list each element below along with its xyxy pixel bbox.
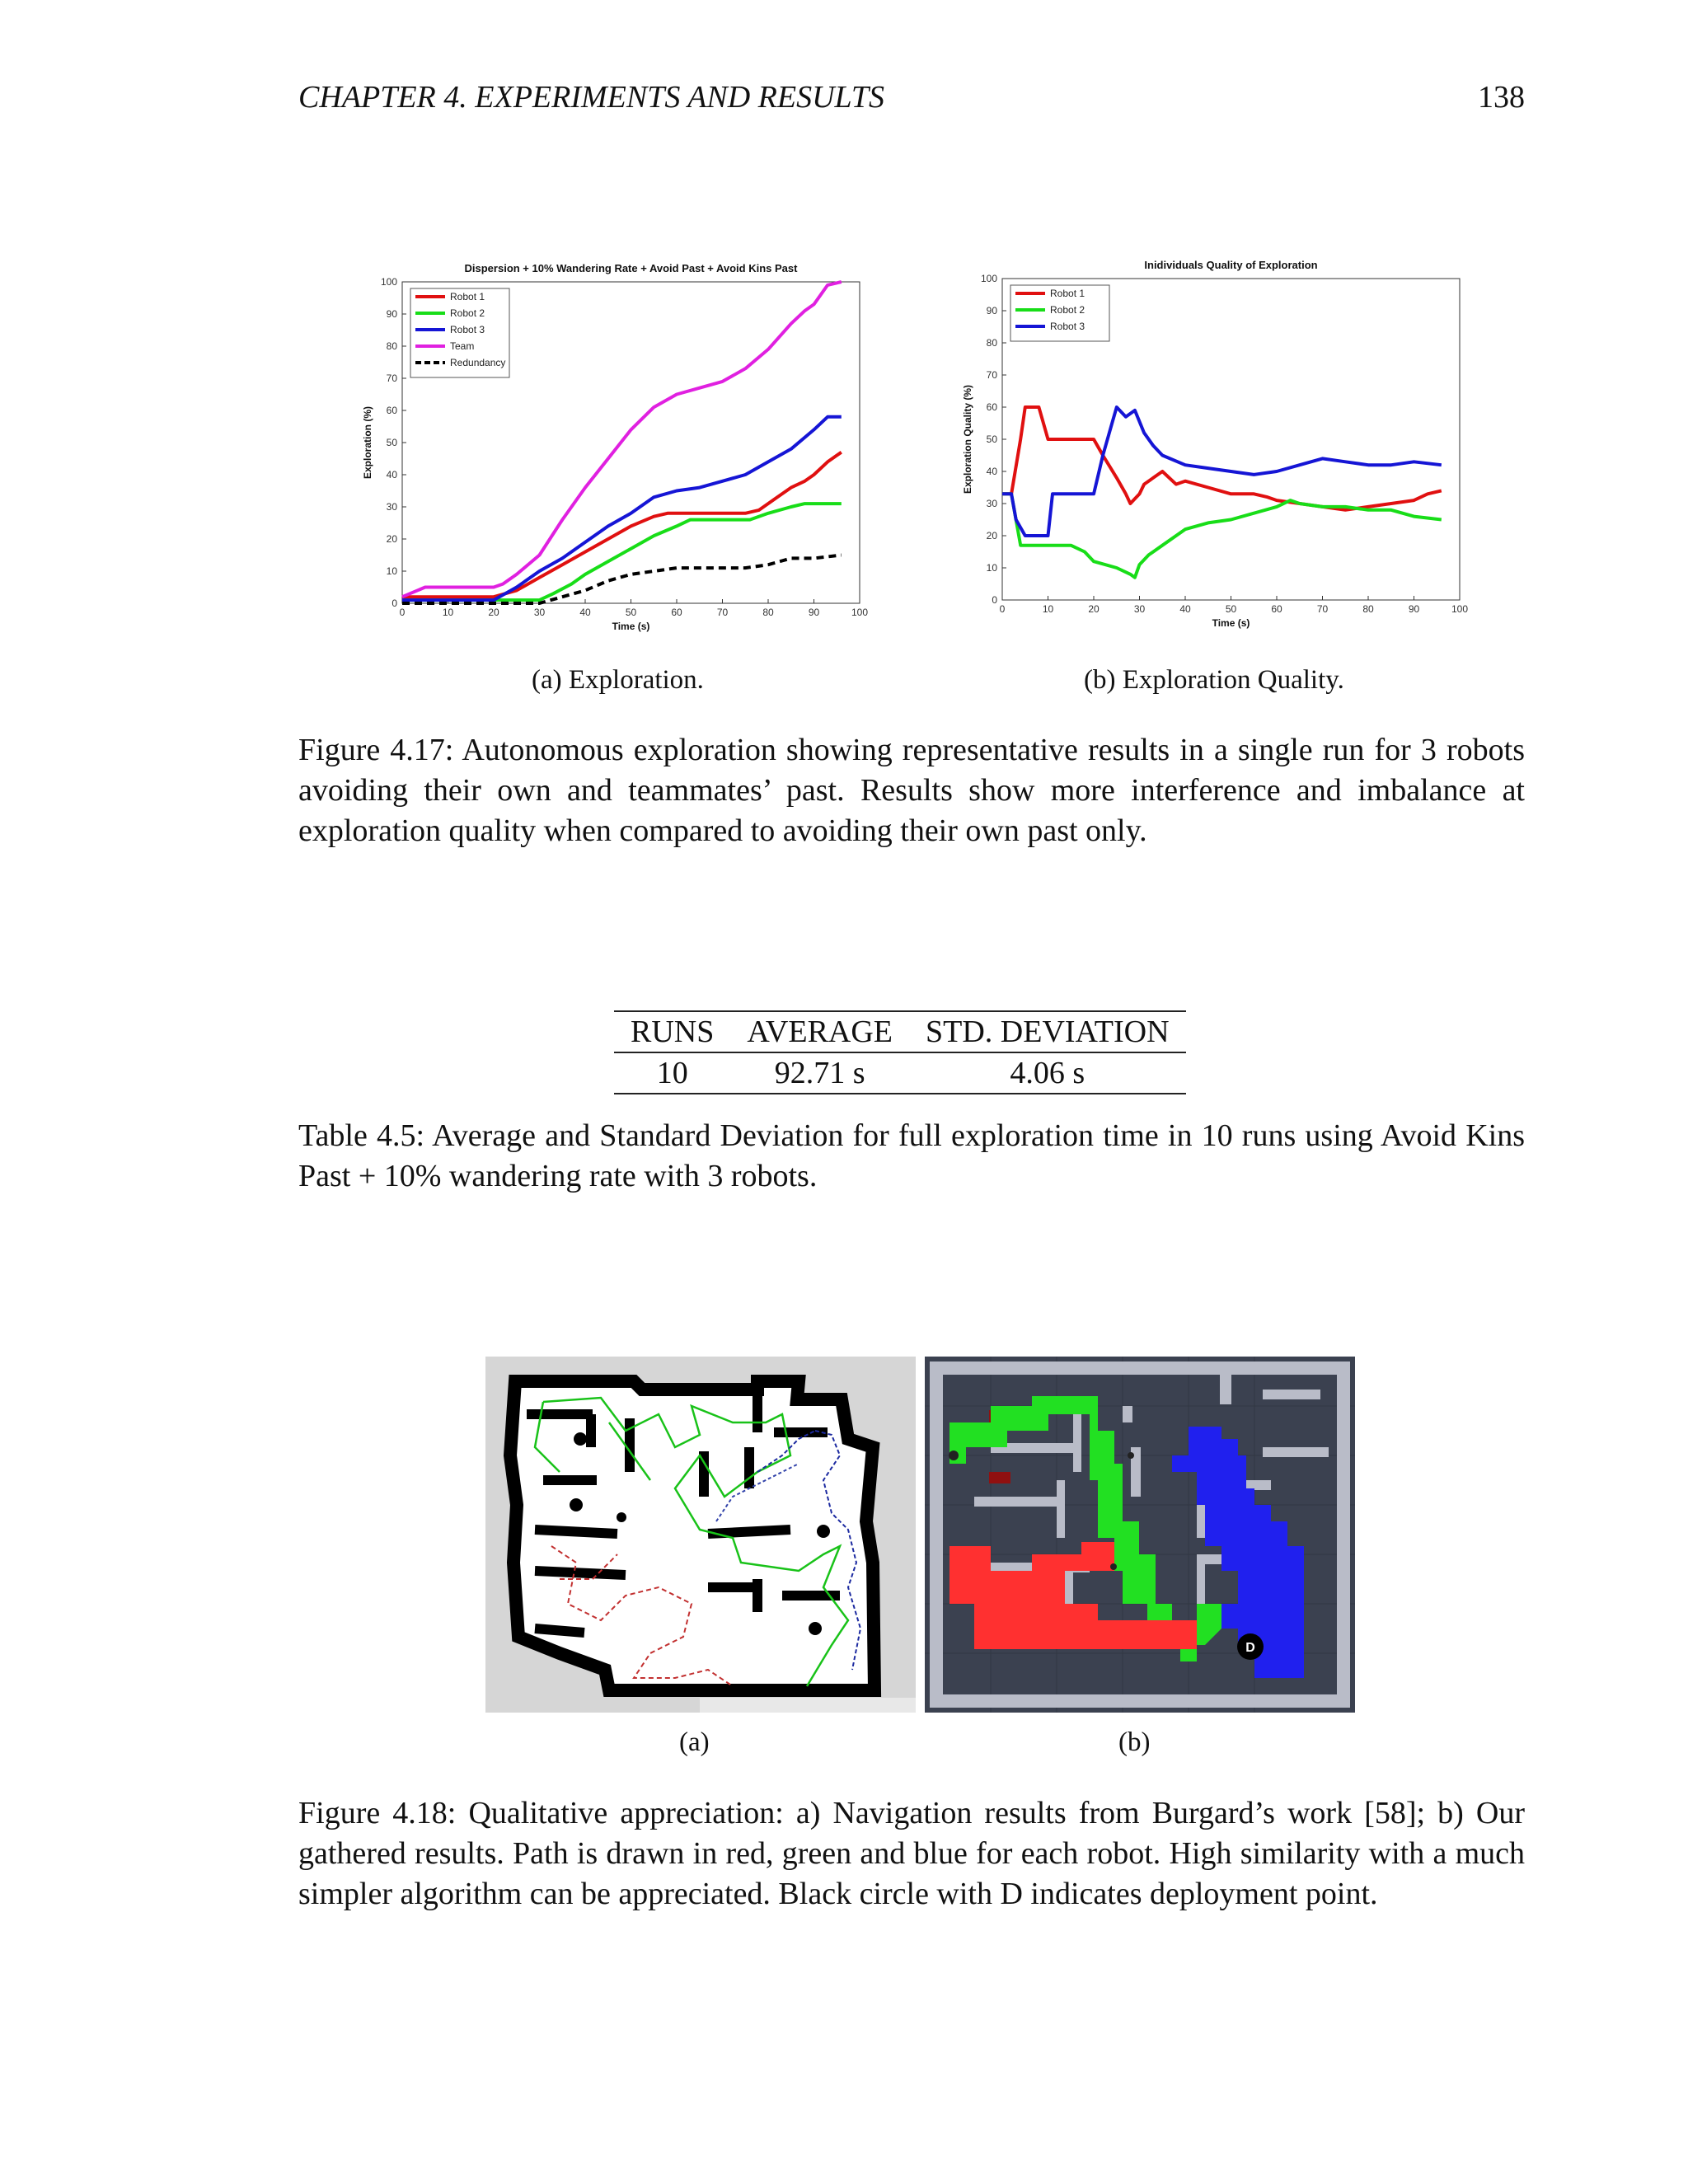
- y-axis-label: Exploration (%): [362, 405, 373, 480]
- x-tick-label: 100: [851, 607, 869, 618]
- legend-label: Robot 1: [1050, 288, 1085, 299]
- y-axis-label: Exploration Quality (%): [962, 384, 973, 494]
- chart-title: Inidividuals Quality of Exploration: [1144, 259, 1318, 271]
- cell-average: 92.71 s: [730, 1052, 909, 1094]
- cell-std-deviation: 4.06 s: [909, 1052, 1186, 1094]
- y-tick-label: 30: [386, 501, 397, 513]
- y-tick-label: 0: [392, 598, 397, 609]
- x-tick-label: 30: [533, 607, 546, 618]
- y-tick-label: 50: [386, 437, 397, 448]
- figure-4-18-caption: Figure 4.18: Qualitative appreciation: a) Navigation results from Burgard’s work [58]; b) Our gathered results. Path is drawn in red, green and blue for each robot. High similarity with a much simpler algorithm can be appreciated. Black circle with D indicates deployment point.: [298, 1796, 1525, 1911]
- col-average: AVERAGE: [730, 1011, 909, 1052]
- figure-4-17-caption: Figure 4.17: Autonomous exploration showing representative results in a single run for 3 robots avoiding their own and teammates’ past. Results show more interference and imbalance at exploration quality when compared to avoiding their own past only.: [298, 733, 1525, 848]
- x-axis-label: Time (s): [612, 621, 650, 632]
- y-tick-label: 90: [386, 308, 397, 320]
- y-tick-label: 60: [986, 401, 997, 413]
- x-tick-label: 0: [399, 607, 406, 618]
- table-4-5-caption: Table 4.5: Average and Standard Deviation for full exploration time in 10 runs using Avoid Kins Past + 10% wandering rate with 3 robots.: [298, 1118, 1525, 1193]
- y-tick-label: 80: [386, 340, 397, 352]
- subcaption-b-418: (b): [1118, 1727, 1151, 1757]
- x-tick-label: 70: [1316, 603, 1329, 615]
- x-tick-label: 30: [1133, 603, 1146, 615]
- legend-label: Robot 3: [450, 324, 485, 335]
- cell-runs: 10: [614, 1052, 730, 1094]
- burgard-map-image: [485, 1357, 916, 1713]
- x-tick-label: 90: [808, 607, 820, 618]
- legend-label: Redundancy: [450, 357, 506, 368]
- x-tick-label: 50: [1225, 603, 1237, 615]
- x-tick-label: 10: [442, 607, 454, 618]
- y-tick-label: 40: [986, 466, 997, 477]
- deployment-label: D: [1245, 1641, 1255, 1655]
- y-tick-label: 50: [986, 434, 997, 445]
- y-tick-label: 20: [386, 533, 397, 545]
- exploration-quality-chart: [954, 252, 1469, 640]
- y-tick-label: 70: [386, 373, 397, 384]
- y-tick-label: 0: [992, 594, 997, 606]
- legend-label: Robot 2: [1050, 304, 1085, 316]
- x-tick-label: 20: [488, 607, 499, 618]
- subcaption-b-417: (b) Exploration Quality.: [1084, 665, 1344, 695]
- table-row: [614, 1052, 1186, 1094]
- subcaption-a-417: (a) Exploration.: [532, 665, 704, 695]
- x-tick-label: 80: [762, 607, 774, 618]
- legend-label: Team: [450, 340, 475, 352]
- exploration-chart: [354, 255, 869, 643]
- x-tick-label: 80: [1362, 603, 1374, 615]
- y-tick-label: 60: [386, 405, 397, 416]
- y-tick-label: 40: [386, 469, 397, 480]
- y-tick-label: 10: [386, 565, 397, 577]
- chapter-title: CHAPTER 4. EXPERIMENTS AND RESULTS: [298, 80, 885, 115]
- table-header-row: [614, 1011, 1186, 1052]
- y-tick-label: 100: [380, 276, 397, 288]
- legend-label: Robot 1: [450, 291, 485, 302]
- y-tick-label: 80: [986, 337, 997, 349]
- simulation-paths-image: [925, 1357, 1355, 1713]
- y-tick-label: 70: [986, 369, 997, 381]
- y-tick-label: 100: [980, 273, 997, 284]
- x-tick-label: 50: [625, 607, 637, 618]
- y-tick-label: 20: [986, 530, 997, 541]
- x-tick-label: 60: [1271, 603, 1282, 615]
- x-axis-label: Time (s): [1212, 617, 1250, 629]
- legend-label: Robot 2: [450, 307, 485, 319]
- col-runs: RUNS: [614, 1011, 730, 1052]
- y-tick-label: 90: [986, 305, 997, 316]
- x-tick-label: 10: [1042, 603, 1054, 615]
- y-tick-label: 10: [986, 562, 997, 574]
- x-tick-label: 20: [1088, 603, 1100, 615]
- results-table: [614, 1010, 1186, 1094]
- page-number: 138: [1478, 80, 1525, 115]
- running-header: [298, 79, 1525, 115]
- x-tick-label: 40: [1179, 603, 1191, 615]
- subcaption-a-418: (a): [679, 1727, 710, 1757]
- y-tick-label: 30: [986, 498, 997, 509]
- x-tick-label: 0: [999, 603, 1006, 615]
- x-tick-label: 40: [579, 607, 591, 618]
- x-tick-label: 90: [1408, 603, 1420, 615]
- col-std-deviation: STD. DEVIATION: [909, 1011, 1186, 1052]
- legend-label: Robot 3: [1050, 321, 1085, 332]
- x-tick-label: 60: [671, 607, 682, 618]
- chart-title: Dispersion + 10% Wandering Rate + Avoid Past + Avoid Kins Past: [464, 262, 798, 274]
- x-tick-label: 100: [1451, 603, 1469, 615]
- x-tick-label: 70: [716, 607, 729, 618]
